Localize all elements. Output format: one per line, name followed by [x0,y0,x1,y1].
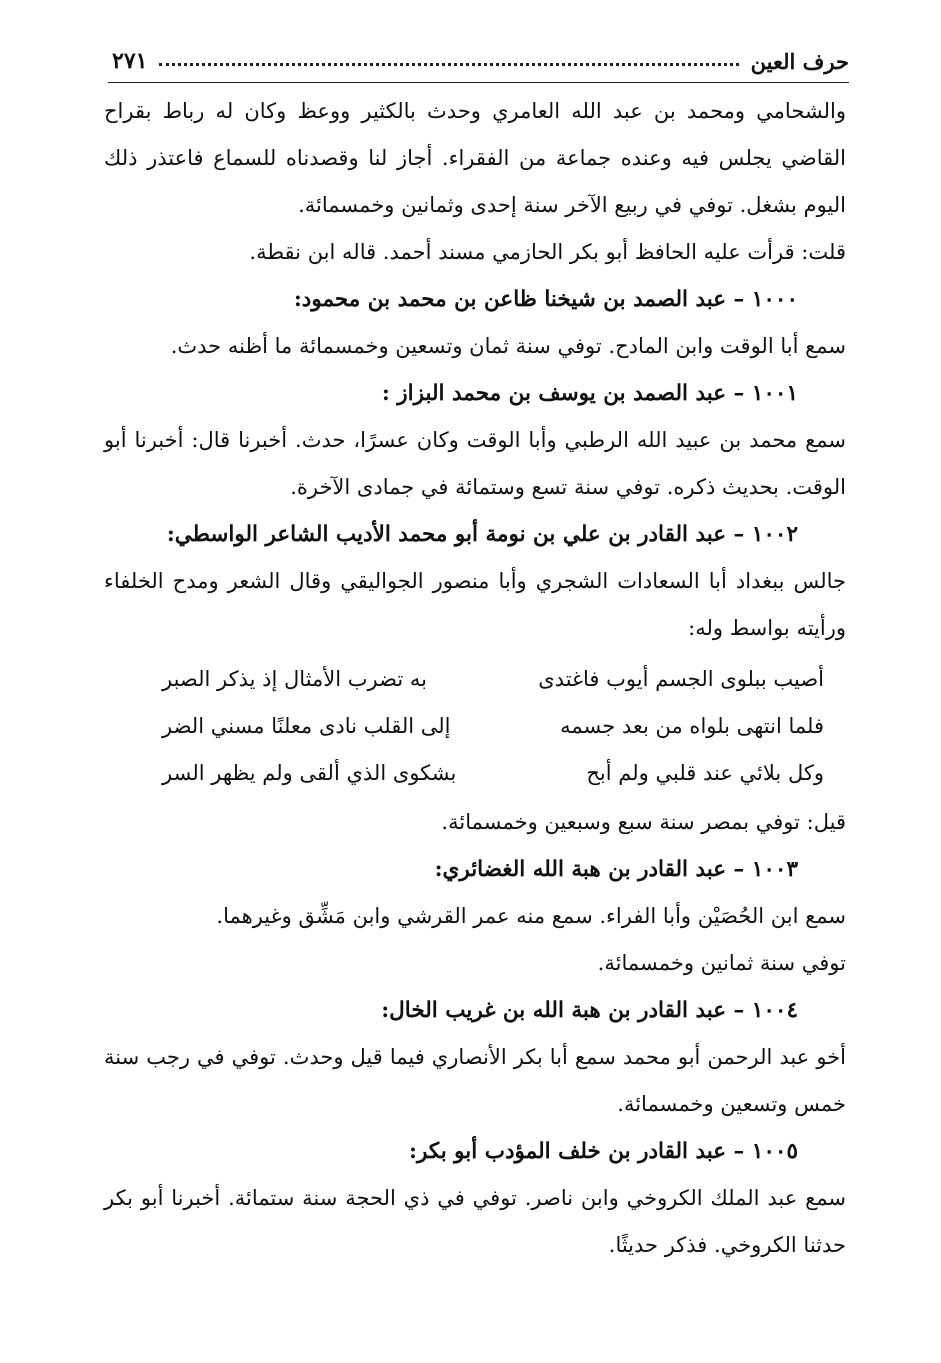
entry-title-1004: ١٠٠٤ – عبد القادر بن هبة الله بن غريب الخال: [381,998,798,1023]
page-number: ٢٧١ [112,48,148,74]
chapter-title: حرف العين [750,49,849,74]
entry-title-1000: ١٠٠٠ – عبد الصمد بن شيخنا ظاعن بن محمد بن محمود: [293,287,798,312]
entry-death-note-1002: قيل: توفي بمصر سنة سبع وسبعين وخمسمائة. [441,810,846,834]
verse-first-hemistich: فلما انتهى بلواه من بعد جسمه [560,714,824,738]
poem-verse [104,656,846,703]
entry-text-1003: سمع ابن الحُصَيْن وأبا الفراء. سمع منه عمر القرشي وابن مَشِّق وغيرهما. [216,904,846,928]
entry-text-1003-death: توفي سنة ثمانين وخمسمائة. [597,951,846,975]
verse-first-hemistich: وكل بلائي عند قلبي ولم أبح [586,761,824,785]
entry-text-1000: سمع أبا الوقت وابن المادح. توفي سنة ثمان وتسعين وخمسمائة ما أظنه حدث. [170,334,846,358]
verse-second-hemistich: بشكوى الذي ألقى ولم يظهر السر [162,761,457,785]
page-header [112,34,849,74]
verse-second-hemistich: إلى القلب نادى معلنًا مسني الضر [162,714,451,738]
entry-text-1004: أخو عبد الرحمن أبو محمد سمع أبا بكر الأنصاري فيما قيل وحدث. توفي في رجب سنة خمس وتسعين وخمسمائة. [104,1045,846,1116]
entry-text-1005: سمع عبد الملك الكروخي وابن ناصر. توفي في ذي الحجة سنة ستمائة. أخبرنا أبو بكر حدثنا الكروخي. فذكر حديثًا. [104,1186,846,1257]
verse-first-hemistich: أصيب ببلوى الجسم أيوب فاغتدى [538,667,824,691]
entry-title-1005: ١٠٠٥ – عبد القادر بن خلف المؤدب أبو بكر: [409,1139,798,1164]
entry-title-1003: ١٠٠٣ – عبد القادر بن هبة الله الغضائري: [434,857,798,882]
verse-second-hemistich: به تضرب الأمثال إذ يذكر الصبر [162,667,427,691]
entry-text-1002: جالس ببغداد أبا السعادات الشجري وأبا منصور الجواليقي وقال الشعر ومدح الخلفاء ورأيته بواسط وله: [104,569,846,640]
poem-verse [104,703,846,750]
poem-verse [104,750,846,797]
header-dot-leader [159,63,738,66]
entry-text-1001: سمع محمد بن عبيد الله الرطبي وأبا الوقت وكان عسرًا، حدث. أخبرنا قال: أخبرنا أبو الوقت. بحديث ذكره. توفي سنة تسع وستمائة في جمادى الآخرة. [104,428,846,499]
intro-note: قلت: قرأت عليه الحافظ أبو بكر الحازمي مسند أحمد. قاله ابن نقطة. [249,240,846,264]
intro-paragraph: والشحامي ومحمد بن عبد الله العامري وحدث بالكثير ووعظ وكان له رباط بقراح القاضي يجلس فيه وعنده جماعة من الفقراء. أجاز لنا وقصدناه للسماع فاعتذر ذلك اليوم بشغل. توفي في ربيع الآخر سنة إحدى وثمانين وخمسمائة. [104,99,846,217]
header-rule [108,82,849,83]
page-body [104,88,846,1269]
poem [104,656,846,797]
entry-title-1002: ١٠٠٢ – عبد القادر بن علي بن نومة أبو محمد الأديب الشاعر الواسطي: [166,522,798,547]
entry-title-1001: ١٠٠١ – عبد الصمد بن يوسف بن محمد البزاز : [381,381,798,406]
